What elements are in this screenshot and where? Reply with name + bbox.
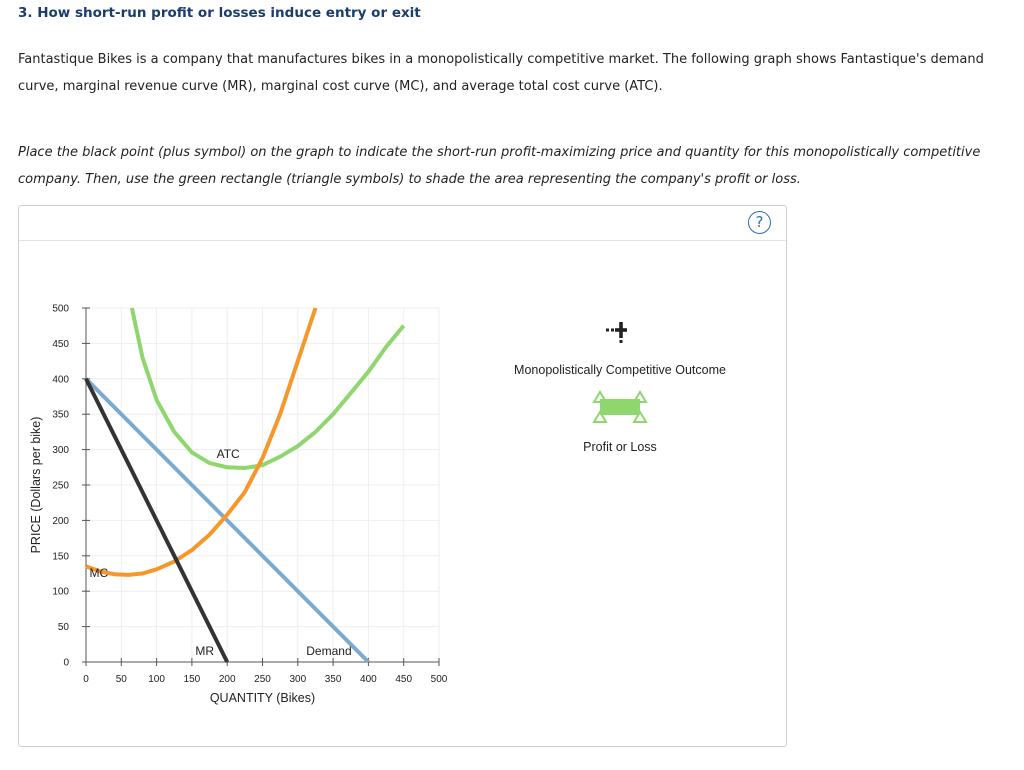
- y-tick-label-150: 150: [52, 551, 69, 563]
- help-icon[interactable]: ?: [748, 211, 771, 234]
- x-tick-label-350: 350: [324, 674, 342, 685]
- axes: [52, 304, 447, 686]
- y-tick-label-300: 300: [52, 445, 69, 457]
- x-tick-label-300: 300: [289, 674, 307, 685]
- green-rectangle-tool[interactable]: [594, 392, 646, 422]
- y-tick-label-400: 400: [52, 374, 69, 386]
- y-tick-label-500: 500: [52, 303, 69, 315]
- curve-label-demand: Demand: [306, 643, 352, 658]
- x-tick-label-100: 100: [148, 674, 165, 685]
- chart-svg[interactable]: [19, 206, 786, 746]
- y-tick-label-200: 200: [52, 515, 69, 527]
- curve-label-mr: MR: [195, 643, 215, 658]
- drag-dots-icon: [606, 329, 609, 332]
- y-tick-label-100: 100: [52, 586, 69, 598]
- series-line-mc: [86, 308, 316, 575]
- y-axis-title: PRICE (Dollars per bike): [29, 416, 43, 554]
- x-tick-label-500: 500: [430, 674, 448, 685]
- plus-icon-horizontal: [615, 328, 627, 332]
- curve-label-mc: MC: [89, 566, 109, 581]
- y-tick-label-50: 50: [57, 622, 69, 634]
- y-tick-label-250: 250: [52, 480, 69, 492]
- x-tick-label-50: 50: [115, 674, 127, 685]
- x-tick-label-200: 200: [218, 674, 236, 685]
- instructions-text: Place the black point (plus symbol) on the graph to indicate the short-run profit-maximizing price and quantity for this monopolistically competitive company. Then, use the green rectangle (triangle symbols) to shade the area representing the company's profit or loss.: [18, 145, 981, 187]
- x-tick-label-250: 250: [254, 674, 271, 685]
- graph-panel: [18, 205, 787, 747]
- y-tick-label-0: 0: [63, 657, 69, 669]
- x-tick-label-0: 0: [83, 674, 89, 685]
- drag-dots-icon-3: [620, 340, 623, 343]
- x-tick-label-450: 450: [395, 674, 413, 685]
- y-tick-label-450: 450: [52, 338, 69, 350]
- x-tick-label-150: 150: [183, 674, 201, 685]
- x-axis-title: QUANTITY (Bikes): [209, 691, 316, 705]
- legend-rect-label: Profit or Loss: [583, 440, 657, 454]
- x-tick-label-400: 400: [360, 674, 377, 685]
- y-tick-label-350: 350: [52, 409, 69, 421]
- legend-point-label: Monopolistically Competitive Outcome: [514, 363, 726, 377]
- drag-dots-icon-2: [611, 329, 614, 332]
- intro-text: Fantastique Bikes is a company that manufactures bikes in a monopolistically competitive market. The following graph shows Fantastique's demand curve, marginal revenue curve (MR), marginal cost curve (MC), and average total cost curve (ATC).: [18, 52, 984, 94]
- curve-label-atc: ATC: [216, 447, 240, 462]
- black-point-tool[interactable]: [606, 322, 627, 343]
- page-title: 3. How short-run profit or losses induce entry or exit: [18, 5, 421, 21]
